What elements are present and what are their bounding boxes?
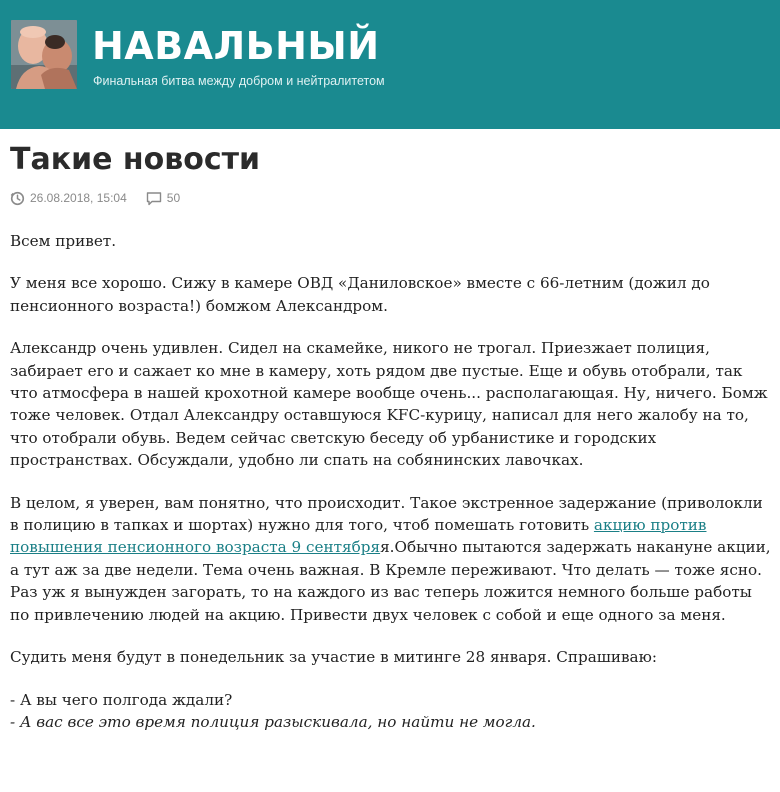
- post-date: 26.08.2018, 15:04: [30, 191, 127, 205]
- paragraph: Всем привет.: [10, 232, 117, 250]
- dialogue-line: - А вас все это время полиция разыскивала, но найти не могла.: [10, 712, 536, 731]
- paragraph-text: В целом, я уверен, вам понятно, что происходит. Такое экстренное задержание (приволокли в полицию в тапках и шортах) нужно для того, чтоб помешать готовить: [10, 493, 763, 535]
- post-meta: [10, 189, 180, 207]
- avatar-photo: [11, 20, 77, 89]
- site-header: [0, 0, 780, 129]
- rally-link[interactable]: акцию против повышения пенсионного возраста 9 сентября: [10, 516, 707, 557]
- dialogue-line: - А вы чего полгода ждали?: [10, 690, 233, 709]
- paragraph: [10, 492, 774, 626]
- clock-icon: [10, 191, 25, 206]
- paragraph-text: я.Обычно пытаются задержать накануне акции, а тут аж за две недели. Тема очень важная. В Кремле переживают. Что делать — тоже ясно. Раз уж я вынужден загорать, то на каждого из вас теперь ложится немного больше работы по привлечению людей на акцию. Привести двух человек с собой и еще одного за меня.: [10, 538, 771, 624]
- avatar[interactable]: [11, 20, 77, 89]
- comment-bubble-icon: [146, 191, 161, 206]
- site-tagline: Финальная битва между добром и нейтралитетом: [93, 74, 385, 88]
- paragraph: У меня все хорошо. Сижу в камере ОВД «Даниловское» вместе с 66-летним (дожил до пенсионного возраста!) бомжом Александром.: [10, 274, 710, 315]
- comment-count: 50: [166, 191, 181, 205]
- site-title[interactable]: НАВАЛЬНЫЙ: [92, 24, 380, 68]
- paragraph: Александр очень удивлен. Сидел на скамейке, никого не трогал. Приезжает полиция, забирает его и сажает ко мне в камеру, хоть рядом две пустые. Еще и обувь отобрали, так что атмосфера в нашей крохотной камере вообще очень... располагающая. Ну, ничего. Бомж тоже человек. Отдал Александру оставшуюся KFC-курицу, написал для него жалобу на то, что отобрали обувь. Ведем сейчас светскую беседу об урбанистике и городских пространствах. Обсуждали, удобно ли спать на собянинских лавочках.: [10, 339, 768, 470]
- post-body: [10, 230, 774, 733]
- comments-link[interactable]: [146, 191, 180, 206]
- post-title[interactable]: Такие новости: [10, 142, 261, 177]
- paragraph: Судить меня будут в понедельник за участие в митинге 28 января. Спрашиваю:: [10, 648, 657, 667]
